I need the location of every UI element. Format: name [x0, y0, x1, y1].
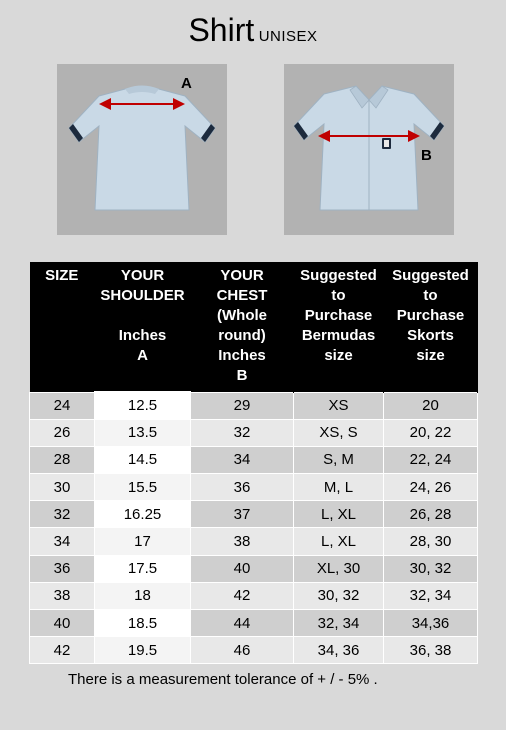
cell-chest: 34 — [191, 446, 294, 473]
cell-shoulder: 18.5 — [95, 610, 191, 637]
table-row — [30, 419, 478, 446]
header-size: SIZE — [30, 262, 95, 392]
table-row — [30, 610, 478, 637]
cell-size: 28 — [30, 446, 95, 473]
cell-skorts: 34,36 — [384, 610, 478, 637]
cell-bermudas: M, L — [294, 474, 384, 501]
cell-size: 32 — [30, 501, 95, 528]
cell-chest: 42 — [191, 582, 294, 609]
cell-skorts: 28, 30 — [384, 528, 478, 555]
cell-size: 40 — [30, 610, 95, 637]
cell-skorts: 20 — [384, 392, 478, 419]
cell-skorts: 36, 38 — [384, 637, 478, 664]
cell-chest: 37 — [191, 501, 294, 528]
cell-size: 42 — [30, 637, 95, 664]
cell-size: 26 — [30, 419, 95, 446]
cell-chest: 36 — [191, 474, 294, 501]
cell-bermudas: L, XL — [294, 501, 384, 528]
cell-shoulder: 17.5 — [95, 555, 191, 582]
cell-skorts: 20, 22 — [384, 419, 478, 446]
cell-bermudas: XS, S — [294, 419, 384, 446]
table-row — [30, 501, 478, 528]
table-row — [30, 392, 478, 419]
cell-shoulder: 16.25 — [95, 501, 191, 528]
cell-size: 34 — [30, 528, 95, 555]
cell-bermudas: 34, 36 — [294, 637, 384, 664]
page-title — [0, 12, 506, 49]
shirt-back-illustration — [57, 64, 227, 235]
cell-chest: 46 — [191, 637, 294, 664]
cell-shoulder: 15.5 — [95, 474, 191, 501]
cell-size: 38 — [30, 582, 95, 609]
cell-chest: 38 — [191, 528, 294, 555]
size-chart-table — [29, 262, 478, 664]
table-body — [30, 392, 478, 664]
cell-skorts: 22, 24 — [384, 446, 478, 473]
marker-a: A — [181, 75, 192, 92]
cell-shoulder: 17 — [95, 528, 191, 555]
cell-shoulder: 18 — [95, 582, 191, 609]
marker-b: B — [421, 147, 432, 164]
cell-size: 36 — [30, 555, 95, 582]
cell-bermudas: S, M — [294, 446, 384, 473]
title-sub: UNISEX — [258, 28, 318, 45]
cell-shoulder: 12.5 — [95, 392, 191, 419]
cell-skorts: 32, 34 — [384, 582, 478, 609]
table-row — [30, 582, 478, 609]
header-bermudas: Suggested to Purchase Bermudas size — [294, 262, 384, 392]
cell-chest: 32 — [191, 419, 294, 446]
cell-skorts: 30, 32 — [384, 555, 478, 582]
cell-shoulder: 14.5 — [95, 446, 191, 473]
table-row — [30, 555, 478, 582]
tolerance-note: There is a measurement tolerance of + / - 5% . — [68, 671, 378, 688]
cell-bermudas: XS — [294, 392, 384, 419]
table-row — [30, 637, 478, 664]
cell-shoulder: 13.5 — [95, 419, 191, 446]
cell-chest: 44 — [191, 610, 294, 637]
cell-bermudas: XL, 30 — [294, 555, 384, 582]
cell-size: 24 — [30, 392, 95, 419]
cell-chest: 29 — [191, 392, 294, 419]
cell-bermudas: L, XL — [294, 528, 384, 555]
cell-bermudas: 30, 32 — [294, 582, 384, 609]
title-main: Shirt — [188, 12, 255, 48]
cell-chest: 40 — [191, 555, 294, 582]
header-skorts: Suggested to Purchase Skorts size — [384, 262, 478, 392]
cell-shoulder: 19.5 — [95, 637, 191, 664]
cell-size: 30 — [30, 474, 95, 501]
table-row — [30, 446, 478, 473]
table-row — [30, 528, 478, 555]
cell-skorts: 24, 26 — [384, 474, 478, 501]
header-chest: YOUR CHEST (Whole round) Inches B — [191, 262, 294, 392]
shirt-back-photo — [57, 64, 227, 235]
table-header-row — [30, 262, 478, 392]
table-row — [30, 474, 478, 501]
cell-bermudas: 32, 34 — [294, 610, 384, 637]
header-shoulder: YOUR SHOULDER Inches A — [95, 262, 191, 392]
cell-skorts: 26, 28 — [384, 501, 478, 528]
